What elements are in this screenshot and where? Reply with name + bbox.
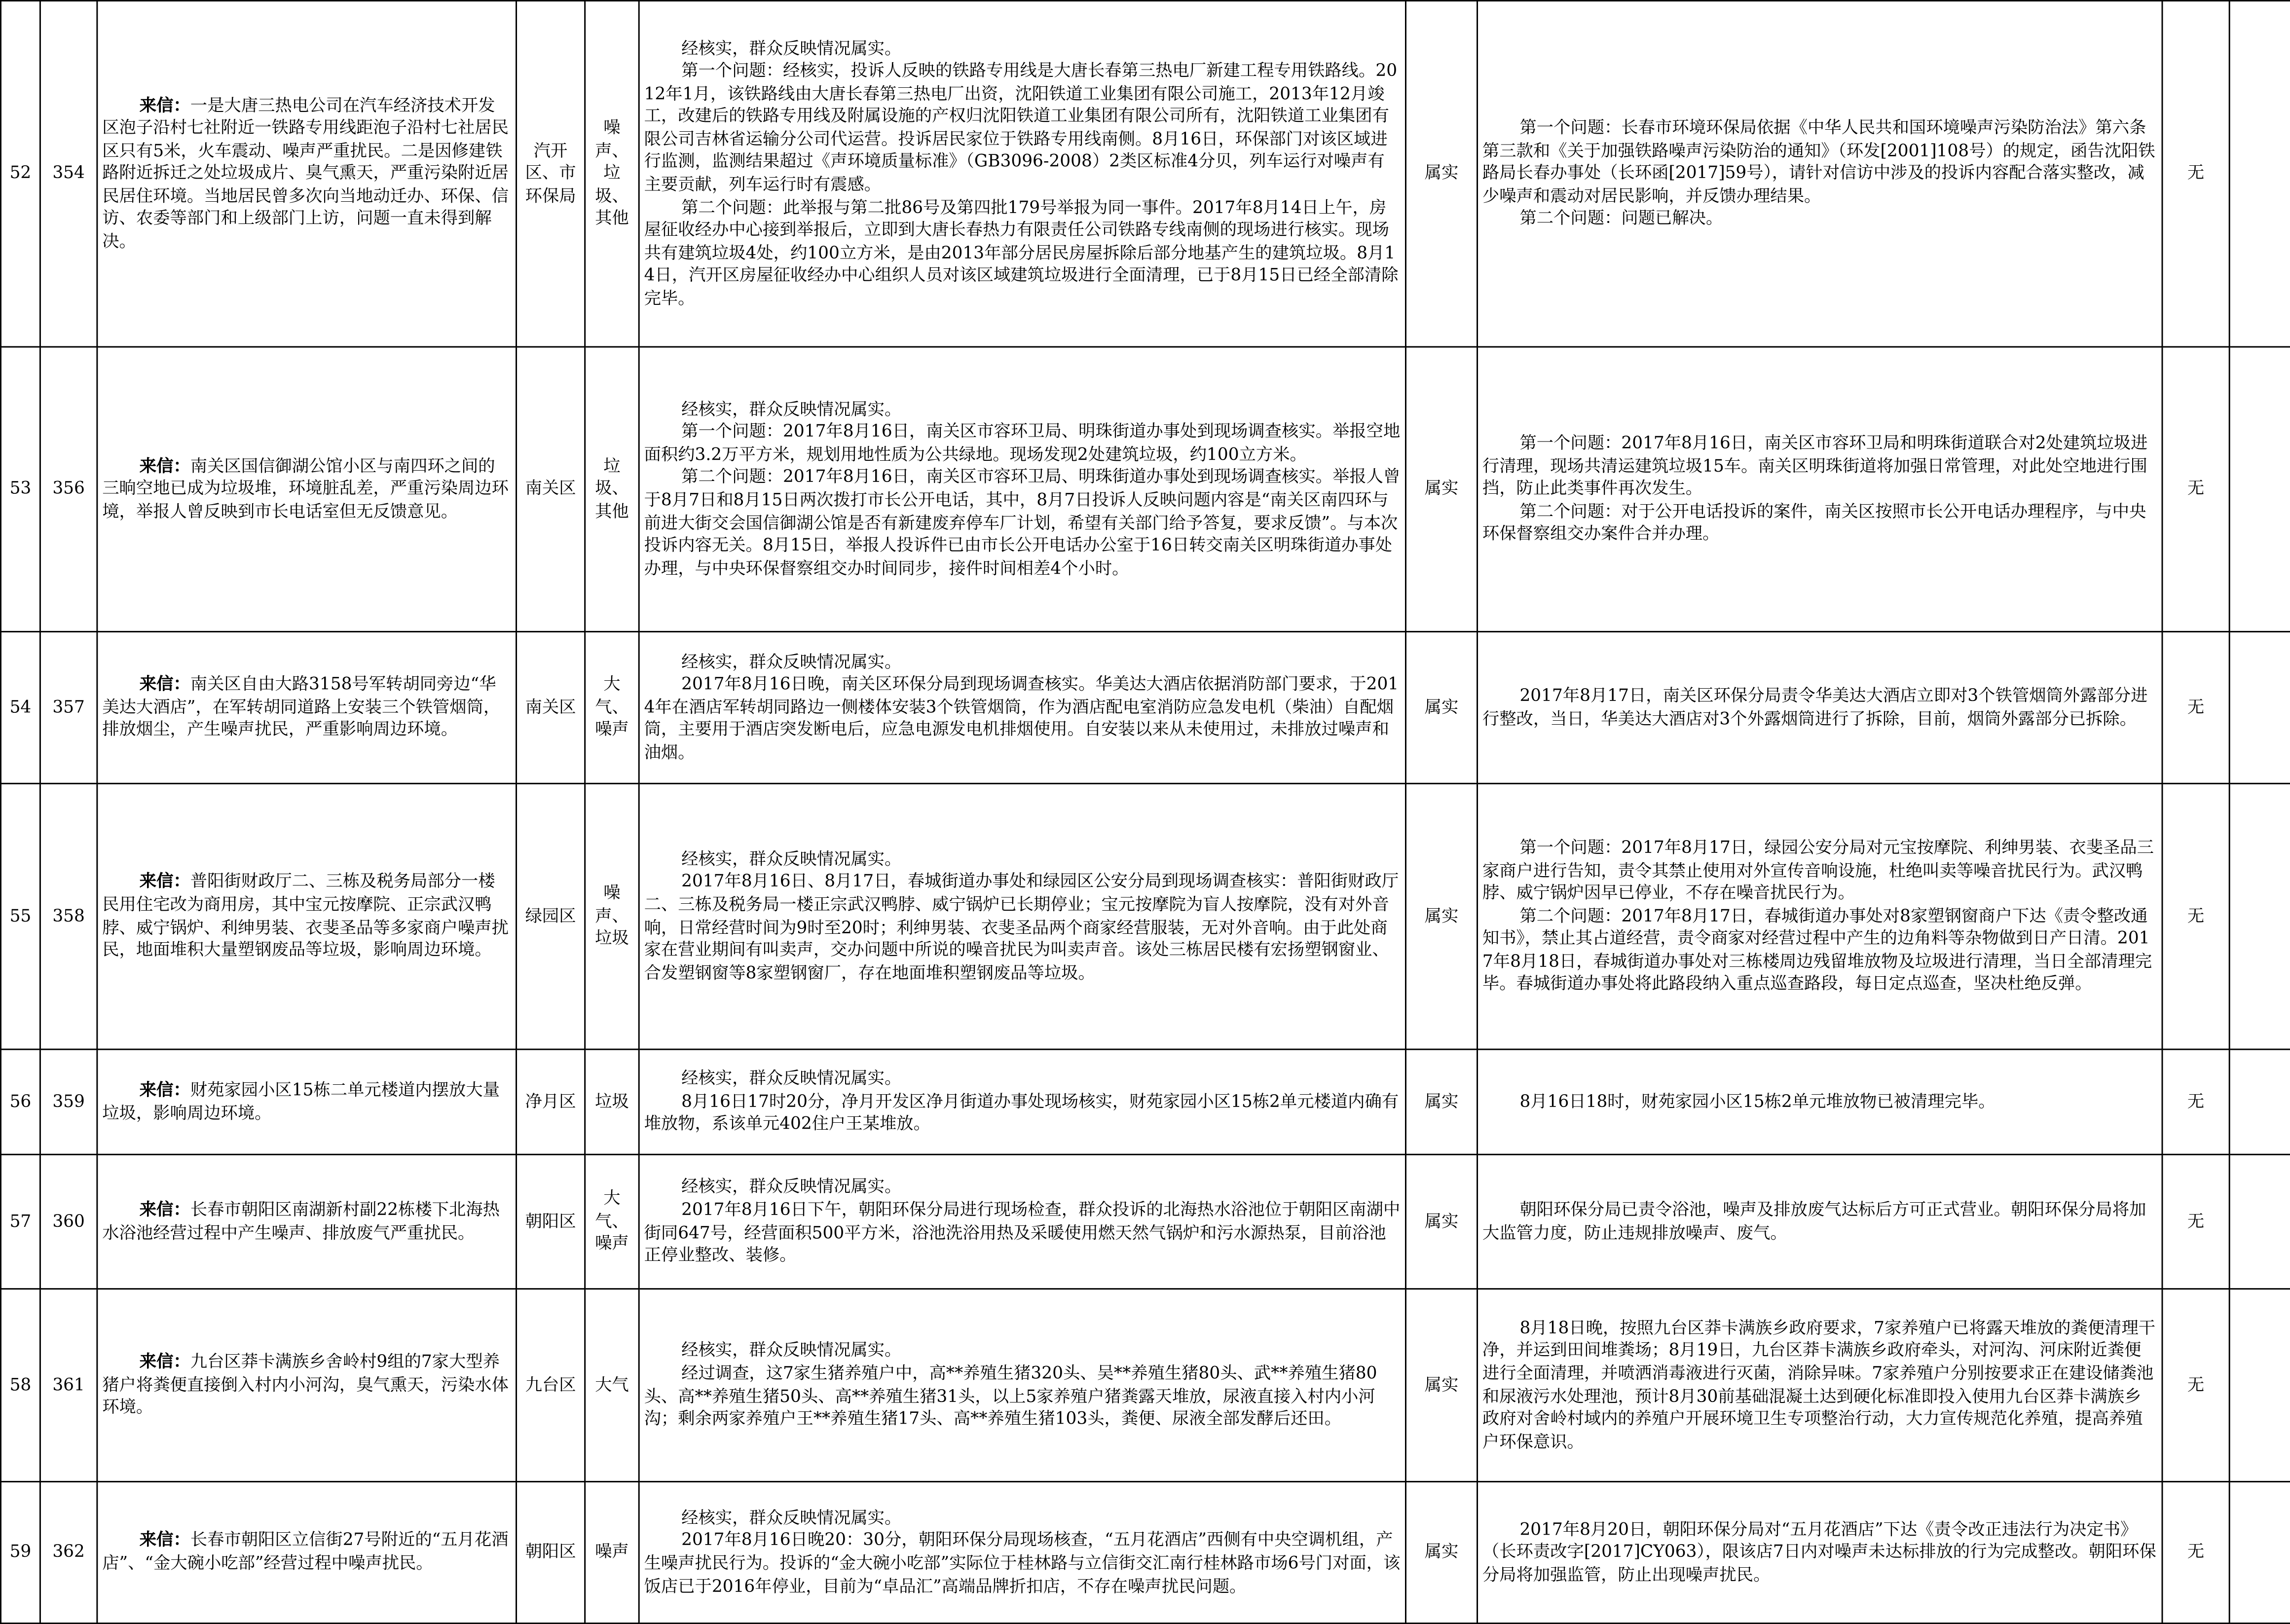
row-id: 354 (52, 162, 85, 183)
row-id-cell (40, 783, 97, 1049)
finding-paragraph: 第一个问题：2017年8月16日，南关区市容环卫局、明珠街道办事处到现场调查核实。举报空地面积约3.2万平方米，规划用地性质为公共绿地。现场发现2处建筑垃圾，约100立方米。 (644, 421, 1401, 465)
result-paragraph: 朝阳环保分局已责令浴池，噪声及排放废气达标后方可正式营业。朝阳环保分局将加大监管力度，防止违规排放噪声、废气。 (1482, 1199, 2146, 1242)
finding-paragraph: 2017年8月16日晚20：30分，朝阳环保分局现场核查，“五月花酒店”西侧有中央空调机组，产生噪声扰民行为。投诉的“金大碗小吃部”实际位于桂林路与立信街交汇南行桂林路市场6号门对面，该饭店已于2016年停业，目前为“卓品汇”高端品牌折扣店，不存在噪声扰民问题。 (644, 1530, 1401, 1596)
table-row (0, 1154, 2290, 1289)
pollution-type-cell (585, 1481, 639, 1623)
district-cell (517, 1154, 585, 1289)
accountability-cell (2162, 0, 2229, 347)
district-cell (517, 1289, 585, 1482)
handling-result-cell (1477, 783, 2162, 1049)
accountability: 无 (2187, 1090, 2205, 1111)
row-id: 359 (52, 1090, 85, 1111)
row-id: 360 (52, 1210, 85, 1231)
pollution-type-cell (585, 1289, 639, 1482)
row-seq-cell (0, 1154, 40, 1289)
pollution-type: 大气 (595, 1374, 629, 1395)
accountability-cell (2162, 347, 2229, 631)
letter-label: 来信： (139, 1079, 190, 1100)
row-seq-cell (0, 347, 40, 631)
verdict: 属实 (1424, 162, 1459, 183)
district-cell (517, 0, 585, 347)
finding-paragraph: 经核实，群众反映情况属实。 (681, 398, 902, 419)
pollution-type-cell (585, 0, 639, 347)
extra-cell (2229, 347, 2290, 631)
finding-paragraph: 2017年8月16日下午，朝阳环保分局进行现场检查，群众投诉的北海热水浴池位于朝阳区南湖中街同647号，经营面积500平方米，浴池洗浴用热及采暖使用燃天然气锅炉和污水源热泵，目前浴池正停业整改、装修。 (644, 1199, 1401, 1265)
letter-label: 来信： (139, 871, 190, 892)
pollution-type-cell (585, 1154, 639, 1289)
row-seq-cell (0, 783, 40, 1049)
finding-paragraph: 2017年8月16日、8月17日，春城街道办事处和绿园区公安分局到现场调查核实：普阳街财政厅二、三栋及税务局一楼正宗武汉鸭脖、威宁锅炉已长期停业；宝元按摩院为盲人按摩院，没有对外音响，日常经营时间为9时至20时；利绅男装、衣斐圣品两个商家经营服装，无对外音响。由于此处商家在营业期间有叫卖声，交办问题中所说的噪音扰民为叫卖声音。该处三栋居民楼有宏扬塑钢窗业、合发塑钢窗等8家塑钢窗厂，存在地面堆积塑钢废品等垃圾。 (644, 871, 1399, 983)
extra-cell (2229, 1481, 2290, 1623)
finding-paragraph: 第一个问题：经核实，投诉人反映的铁路专用线是大唐长春第三热电厂新建工程专用铁路线。2012年1月，该铁路线由大唐长春第三热电厂出资，沈阳铁道工业集团有限公司施工，2013年12月竣工，改建后的铁路专用线及附属设施的产权归沈阳铁道工业集团有限公司所有，沈阳铁道工业集团有限公司吉林省运输分公司代运营。投诉居民家位于铁路专用线南侧。8月16日，环保部门对该区域进行监测，监测结果超过《声环境质量标准》（GB3096-2008）2类区标准4分贝，列车运行对噪声有主要贡献，列车运行时有震感。 (644, 60, 1398, 194)
letter-label: 来信： (139, 455, 190, 476)
accountability: 无 (2187, 696, 2205, 717)
district-cell (517, 1481, 585, 1623)
verdict-cell (1405, 1289, 1477, 1482)
complaint-letter-text: 南关区国信御湖公馆小区与南四环之间的三晌空地已成为垃圾堆，环境脏乱差，严重污染周边环境，举报人曾反映到市长电话室但无反馈意见。 (102, 455, 509, 521)
result-paragraph: 2017年8月17日，南关区环保分局责令华美达大酒店立即对3个铁管烟筒外露部分进行整改，当日，华美达大酒店对3个外露烟筒进行了拆除，目前，烟筒外露部分已拆除。 (1482, 685, 2148, 728)
verdict: 属实 (1424, 696, 1459, 717)
row-seq: 54 (9, 696, 32, 717)
verdict-cell (1405, 0, 1477, 347)
complaint-letter-cell (97, 1289, 517, 1482)
table-row (0, 1049, 2290, 1154)
verdict-cell (1405, 347, 1477, 631)
pollution-type-cell (585, 783, 639, 1049)
row-seq-cell (0, 1289, 40, 1482)
row-seq: 56 (9, 1090, 32, 1111)
complaint-letter-cell (97, 347, 517, 631)
row-id-cell (40, 347, 97, 631)
complaint-letter-text: 财苑家园小区15栋二单元楼道内摆放大量垃圾，影响周边环境。 (102, 1079, 500, 1123)
extra-cell (2229, 1289, 2290, 1482)
row-seq: 55 (9, 905, 32, 926)
complaint-letter-cell (97, 783, 517, 1049)
table-row (0, 0, 2290, 347)
row-seq-cell (0, 631, 40, 783)
accountability-cell (2162, 1154, 2229, 1289)
handling-result-cell (1477, 1289, 2162, 1482)
verdict-cell (1405, 1049, 1477, 1154)
letter-label: 来信： (139, 94, 190, 115)
row-seq: 53 (9, 478, 32, 499)
complaint-letter-text: 九台区莽卡满族乡舍岭村9组的7家大型养猪户将粪便直接倒入村内小河沟，臭气熏天，污染水体环境。 (102, 1351, 509, 1417)
district-cell (517, 1049, 585, 1154)
row-id-cell (40, 631, 97, 783)
complaint-letter-text: 普阳街财政厅二、三栋及税务局部分一楼民用住宅改为商用房，其中宝元按摩院、正宗武汉鸭脖、威宁锅炉、利绅男装、衣斐圣品等多家商户噪声扰民，地面堆积大量塑钢废品等垃圾，影响周边环境。 (102, 871, 509, 960)
result-paragraph: 第一个问题：2017年8月16日，南关区市容环卫局和明珠街道联合对2处建筑垃圾进行清理，现场共清运建筑垃圾15车。南关区明珠街道将加强日常管理，对此处空地进行围挡，防止此类事件再次发生。 (1482, 432, 2148, 499)
row-id: 357 (52, 696, 85, 717)
investigation-findings-cell (639, 783, 1405, 1049)
complaint-letter-cell (97, 1481, 517, 1623)
letter-label: 来信： (139, 1199, 190, 1219)
row-seq: 52 (9, 162, 32, 183)
extra-cell (2229, 1049, 2290, 1154)
handling-result-cell (1477, 347, 2162, 631)
complaint-letter-cell (97, 631, 517, 783)
result-paragraph: 8月16日18时，财苑家园小区15栋2单元堆放物已被清理完毕。 (1519, 1090, 1995, 1111)
pollution-type-cell (585, 1049, 639, 1154)
verdict: 属实 (1424, 1374, 1459, 1395)
verdict-cell (1405, 1481, 1477, 1623)
accountability: 无 (2187, 1210, 2205, 1231)
row-seq-cell (0, 0, 40, 347)
verdict: 属实 (1424, 1210, 1459, 1231)
complaint-letter-text: 南关区自由大路3158号军转胡同旁边“华美达大酒店”，在军转胡同道路上安装三个铁管烟筒，排放烟尘，产生噪声扰民，严重影响周边环境。 (102, 673, 501, 739)
verdict-cell (1405, 631, 1477, 783)
handling-result-cell (1477, 0, 2162, 347)
result-paragraph: 2017年8月20日，朝阳环保分局对“五月花酒店”下达《责令改正违法行为决定书》（长环责改字[2017]CY063），限该店7日内对噪声未达标排放的行为完成整改。朝阳环保分局将加强监管，防止出现噪声扰民。 (1482, 1518, 2156, 1585)
district-cell (517, 631, 585, 783)
accountability: 无 (2187, 905, 2205, 926)
table-row (0, 783, 2290, 1049)
result-paragraph: 第一个问题：长春市环境环保局依据《中华人民共和国环境噪声污染防治法》第六条第三款和《关于加强铁路噪声污染防治的通知》（环发[2001]108号）的规定，函告沈阳铁路局长春办事处（长环函[2017]59号），请针对信访中涉及的投诉内容配合落实整改，减少噪声和震动对居民影响，并反馈办理结果。 (1482, 117, 2155, 206)
finding-paragraph: 第二个问题：此举报与第二批86号及第四批179号举报为同一事件。2017年8月14日上午，房屋征收经办中心接到举报后，立即到大唐长春热力有限责任公司铁路专线南侧的现场进行核实。现场共有建筑垃圾4处，约100立方米，是由2013年部分居民房屋拆除后部分地基产生的建筑垃圾。8月14日，汽开区房屋征收经办中心组织人员对该区域建筑垃圾进行全面清理，已于8月15日已经全部清除完毕。 (644, 196, 1399, 308)
investigation-findings-cell (639, 1289, 1405, 1482)
accountability-cell (2162, 783, 2229, 1049)
accountability: 无 (2187, 478, 2205, 499)
row-seq: 59 (9, 1541, 32, 1562)
letter-label: 来信： (139, 1530, 190, 1550)
extra-cell (2229, 1154, 2290, 1289)
result-paragraph: 第二个问题：问题已解决。 (1519, 208, 1723, 228)
finding-paragraph: 经核实，群众反映情况属实。 (681, 1176, 902, 1197)
investigation-findings-cell (639, 347, 1405, 631)
district: 汽开区、市环保局 (525, 140, 576, 206)
pollution-type: 垃圾 (595, 1090, 629, 1111)
verdict: 属实 (1424, 1090, 1459, 1111)
pollution-type: 大气、噪声 (595, 1187, 629, 1254)
result-paragraph: 8月18日晚，按照九台区莽卡满族乡政府要求，7家养殖户已将露天堆放的粪便清理干净，并运到田间堆粪场；8月19日，九台区莽卡满族乡政府牵头，对河沟、河床附近粪便进行全面清理，并喷洒消毒液进行灭菌，消除异味。7家养殖户分别按要求正在建设储粪池和尿液污水处理池，预计8月30前基础混凝土达到硬化标准即投入使用九台区莽卡满族乡政府对舍岭村域内的养殖户开展环境卫生专项整治行动，大力宣传规范化养殖，提高养殖户环保意识。 (1482, 1317, 2156, 1451)
pollution-type: 噪声 (595, 1541, 629, 1562)
row-id-cell (40, 1289, 97, 1482)
pollution-type: 噪声、垃圾 (595, 882, 629, 949)
result-paragraph: 第二个问题：对于公开电话投诉的案件，南关区按照市长公开电话办理程序，与中央环保督察组交办案件合并办理。 (1482, 500, 2146, 544)
complaint-letter-cell (97, 1154, 517, 1289)
finding-paragraph: 经核实，群众反映情况属实。 (681, 651, 902, 671)
row-id-cell (40, 1154, 97, 1289)
finding-paragraph: 经核实，群众反映情况属实。 (681, 1340, 902, 1361)
verdict: 属实 (1424, 478, 1459, 499)
row-id: 356 (52, 478, 85, 499)
letter-label: 来信： (139, 1351, 190, 1372)
district: 朝阳区 (525, 1541, 576, 1562)
district: 南关区 (525, 696, 576, 717)
investigation-findings-cell (639, 0, 1405, 347)
row-id: 358 (52, 905, 85, 926)
result-paragraph: 第二个问题：2017年8月17日，春城街道办事处对8家塑钢窗商户下达《责令整改通知书》，禁止其占道经营，责令商家对经营过程中产生的边角料等杂物做到日产日清。2017年8月18日，春城街道办事处对三栋楼周边残留堆放物及垃圾进行清理，当日全部清理完毕。春城街道办事处将此路段纳入重点巡查路段，每日定点巡查，坚决杜绝反弹。 (1482, 905, 2152, 994)
table-row (0, 1289, 2290, 1482)
finding-paragraph: 经过调查，这7家生猪养殖户中，高**养殖生猪320头、吴**养殖生猪80头、武**养殖生猪80头、高**养殖生猪50头、高**养殖生猪31头，以上5家养殖户猪粪露天堆放，尿液直接入村内小河沟；剩余两家养殖户王**养殖生猪17头、高**养殖生猪103头，粪便、尿液全部发酵后还田。 (644, 1363, 1377, 1429)
investigation-findings-cell (639, 1154, 1405, 1289)
row-seq-cell (0, 1049, 40, 1154)
result-paragraph: 第一个问题：2017年8月17日，绿园公安分局对元宝按摩院、利绅男装、衣斐圣品三家商户进行告知，责令其禁止使用对外宣传音响设施，杜绝叫卖等噪音扰民行为。武汉鸭脖、威宁锅炉因早已停业，不存在噪音扰民行为。 (1482, 837, 2154, 903)
accountability: 无 (2187, 1541, 2205, 1562)
complaint-letter-cell (97, 1049, 517, 1154)
handling-result-cell (1477, 1049, 2162, 1154)
table-row (0, 347, 2290, 631)
handling-result-cell (1477, 1154, 2162, 1289)
district-cell (517, 783, 585, 1049)
pollution-type: 噪声、垃圾、其他 (595, 117, 629, 228)
accountability: 无 (2187, 162, 2205, 183)
row-seq-cell (0, 1481, 40, 1623)
finding-paragraph: 2017年8月16日晚，南关区环保分局到现场调查核实。华美达大酒店依据消防部门要求，于2014年在酒店军转胡同路边一侧楼体安装3个铁管烟筒，作为酒店配电室消防应急发电机（柴油）自配烟筒，主要用于酒店突发断电后，应急电源发电机排烟使用。自安装以来从未使用过，未排放过噪声和油烟。 (644, 673, 1399, 762)
accountability: 无 (2187, 1374, 2205, 1395)
complaint-letter-text: 长春市朝阳区立信街27号附近的“五月花酒店”、“金大碗小吃部”经营过程中噪声扰民。 (102, 1530, 509, 1573)
complaint-letter-cell (97, 0, 517, 347)
finding-paragraph: 经核实，群众反映情况属实。 (681, 848, 902, 869)
finding-paragraph: 经核实，群众反映情况属实。 (681, 1068, 902, 1089)
finding-paragraph: 8月16日17时20分，净月开发区净月街道办事处现场核实，财苑家园小区15栋2单元楼道内确有堆放物，系该单元402住户王某堆放。 (644, 1090, 1399, 1134)
row-id-cell (40, 0, 97, 347)
finding-paragraph: 第二个问题：2017年8月16日，南关区市容环卫局、明珠街道办事处到现场调查核实。举报人曾于8月7日和8月15日两次拨打市长公开电话，其中，8月7日投诉人反映问题内容是“南关区南四环与前进大街交会国信御湖公馆是否有新建废弃停车厂计划，希望有关部门给予答复，要求反馈”。与本次投诉内容无关。8月15日，举报人投诉件已由市长公开电话办公室于16日转交南关区明珠街道办事处办理，与中央环保督察组交办时间同步，接件时间相差4个小时。 (644, 466, 1401, 578)
pollution-type-cell (585, 631, 639, 783)
district: 南关区 (525, 478, 576, 499)
verdict: 属实 (1424, 905, 1459, 926)
table-row (0, 631, 2290, 783)
pollution-type: 垃圾、其他 (595, 455, 629, 521)
verdict: 属实 (1424, 1541, 1459, 1562)
accountability-cell (2162, 1481, 2229, 1623)
table-row (0, 1481, 2290, 1623)
row-id-cell (40, 1049, 97, 1154)
finding-paragraph: 经核实，群众反映情况属实。 (681, 37, 902, 58)
verdict-cell (1405, 783, 1477, 1049)
row-seq: 57 (9, 1210, 32, 1231)
row-id: 361 (52, 1374, 85, 1395)
complaint-letter-text: 一是大唐三热电公司在汽车经济技术开发区泡子沿村七社附近一铁路专用线距泡子沿村七社居民区只有5米，火车震动、噪声严重扰民。二是因修建铁路附近拆迁之处垃圾成片、臭气熏天，严重污染附近居民居住环境。当地居民曾多次向当地动迁办、环保、信访、农委等部门和上级部门上访，问题一直未得到解决。 (102, 94, 509, 251)
investigation-findings-cell (639, 1049, 1405, 1154)
accountability-cell (2162, 1049, 2229, 1154)
accountability-cell (2162, 1289, 2229, 1482)
finding-paragraph: 经核实，群众反映情况属实。 (681, 1507, 902, 1528)
extra-cell (2229, 0, 2290, 347)
district: 净月区 (525, 1090, 576, 1111)
verdict-cell (1405, 1154, 1477, 1289)
complaint-letter-text: 长春市朝阳区南湖新村副22栋楼下北海热水浴池经营过程中产生噪声、排放废气严重扰民。 (102, 1199, 500, 1242)
row-id-cell (40, 1481, 97, 1623)
accountability-cell (2162, 631, 2229, 783)
investigation-findings-cell (639, 1481, 1405, 1623)
pollution-type-cell (585, 347, 639, 631)
district: 朝阳区 (525, 1210, 576, 1231)
investigation-findings-cell (639, 631, 1405, 783)
row-seq: 58 (9, 1374, 32, 1395)
pollution-type: 大气、噪声 (595, 673, 629, 739)
extra-cell (2229, 783, 2290, 1049)
district: 绿园区 (525, 905, 576, 926)
row-id: 362 (52, 1541, 85, 1562)
handling-result-cell (1477, 631, 2162, 783)
district-cell (517, 347, 585, 631)
extra-cell (2229, 631, 2290, 783)
letter-label: 来信： (139, 673, 190, 694)
handling-result-cell (1477, 1481, 2162, 1623)
district: 九台区 (525, 1374, 576, 1395)
